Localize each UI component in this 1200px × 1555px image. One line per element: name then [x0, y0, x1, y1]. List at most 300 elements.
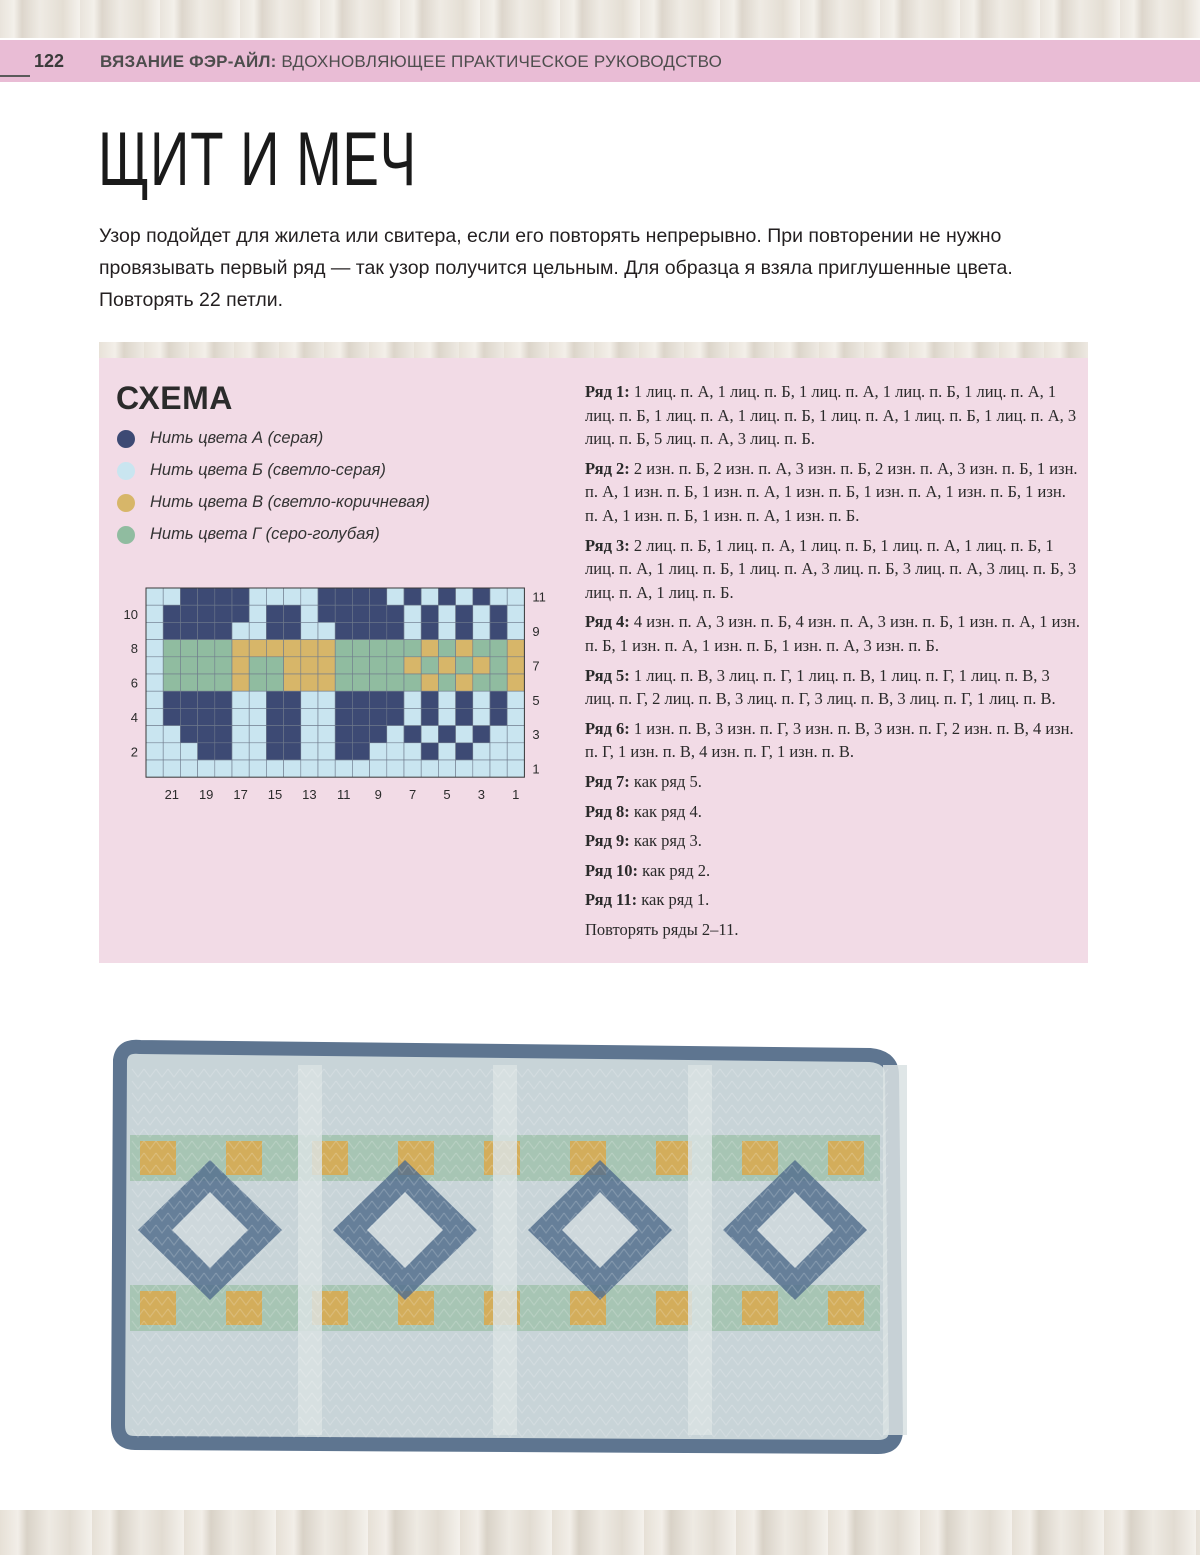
chart-cell	[301, 691, 318, 708]
running-head	[100, 52, 722, 72]
swatch-mustard-block	[226, 1291, 262, 1325]
instruction-row-5	[585, 664, 1080, 711]
chart-cell	[473, 726, 490, 743]
intro-paragraph: Узор подойдет для жилета или свитера, если его повторять непрерывно. При повторении не нужно провязывать первый ряд — так узор получится цельным. Для образца я взяла приглушенные цвета. Повторять 22 петли.	[99, 225, 1013, 311]
instruction-row-9	[585, 829, 1080, 853]
chart-cell	[146, 674, 163, 691]
chart-cell	[404, 588, 421, 605]
chart-cell	[215, 726, 232, 743]
instruction-text: 4 изн. п. А, 3 изн. п. Б, 4 изн. п. А, 3 изн. п. Б, 1 изн. п. А, 1 изн. п. Б, 1 изн. п. А, 1 изн. п. Б, 1 изн. п. А, 3 изн. п. Б.	[585, 612, 1080, 655]
chart-cell	[198, 726, 215, 743]
chart-cell	[266, 691, 283, 708]
chart-cell	[198, 691, 215, 708]
chart-cell	[335, 674, 352, 691]
chart-cell	[387, 691, 404, 708]
schema-title: СХЕМА	[116, 380, 233, 416]
chart-cell	[473, 640, 490, 657]
chart-cell	[163, 743, 180, 760]
chart-cell	[266, 588, 283, 605]
chart-cell	[490, 622, 507, 639]
instruction-label: Ряд 6:	[585, 718, 630, 738]
chart-cell	[163, 640, 180, 657]
chart-cell	[249, 743, 266, 760]
chart-cell	[456, 622, 473, 639]
chart-cell	[198, 640, 215, 657]
row-label-right: 3	[532, 727, 540, 743]
chart-cell	[249, 622, 266, 639]
chart-cell	[335, 760, 352, 777]
chart-cell	[180, 726, 197, 743]
chart-cell	[215, 708, 232, 725]
chart-cell	[284, 726, 301, 743]
chart-cell	[507, 605, 524, 622]
chart-cell	[146, 588, 163, 605]
instruction-repeat	[585, 918, 1080, 942]
chart-cell	[284, 674, 301, 691]
instruction-text: как ряд 5.	[633, 771, 702, 791]
chart-cell	[352, 657, 369, 674]
chart-cell	[284, 657, 301, 674]
row-label-right: 5	[532, 692, 540, 708]
chart-cell	[387, 622, 404, 639]
chart-cell	[456, 743, 473, 760]
chart-cell	[232, 743, 249, 760]
chart-cell	[301, 760, 318, 777]
chart-cell	[301, 657, 318, 674]
chart-cell	[438, 657, 455, 674]
chart-cell	[232, 605, 249, 622]
chart-cell	[146, 691, 163, 708]
chart-cell	[232, 640, 249, 657]
chart-cell	[215, 622, 232, 639]
chart-cell	[301, 726, 318, 743]
chart-cell	[198, 708, 215, 725]
swatch-mustard-block	[140, 1141, 176, 1175]
chart-cell	[473, 588, 490, 605]
chart-cell	[370, 743, 387, 760]
chart-cell	[215, 760, 232, 777]
x-tick-label: 7	[408, 787, 417, 803]
chart-cell	[249, 588, 266, 605]
instruction-label: Ряд 4:	[585, 612, 630, 632]
chart-cell	[507, 657, 524, 674]
chart-cell	[232, 674, 249, 691]
chart-cell	[438, 622, 455, 639]
chart-cell	[404, 605, 421, 622]
chart-cell	[473, 743, 490, 760]
row-label-left: 2	[130, 744, 138, 760]
chart-cell	[180, 760, 197, 777]
chart-cell	[335, 691, 352, 708]
chart-cell	[456, 691, 473, 708]
chart-cell	[473, 760, 490, 777]
chart-cell	[387, 760, 404, 777]
chart-cell	[352, 726, 369, 743]
row-label-left: 10	[123, 606, 138, 622]
instruction-label: Ряд 9:	[585, 831, 630, 851]
chart-cell	[198, 743, 215, 760]
chart-cell	[215, 605, 232, 622]
instruction-label: Ряд 11:	[585, 890, 638, 910]
row-label-left: 6	[130, 675, 138, 691]
instruction-row-7	[585, 770, 1080, 794]
x-tick-label: 5	[443, 787, 451, 803]
chart-cell	[266, 657, 283, 674]
chart-cell	[318, 708, 335, 725]
chart-cell	[284, 691, 301, 708]
chart-cell	[249, 691, 266, 708]
chart-cell	[490, 743, 507, 760]
legend-label: Нить цвета В (светло-коричневая)	[150, 493, 430, 511]
chart-cell	[438, 743, 455, 760]
instruction-text: 1 изн. п. В, 3 изн. п. Г, 3 изн. п. В, 3 изн. п. Г, 2 изн. п. В, 4 изн. п. Г, 1 изн. п. В, 4 изн. п. Г, 1 изн. п. В.	[585, 718, 1074, 762]
chart-cell	[318, 640, 335, 657]
chart-cell	[370, 622, 387, 639]
chart-cell	[180, 640, 197, 657]
row-instructions	[585, 380, 1080, 947]
instruction-text: Повторять ряды 2–11.	[585, 919, 739, 939]
schema-panel	[99, 342, 1088, 963]
instruction-row-4	[585, 610, 1080, 657]
instruction-row-10	[585, 859, 1080, 883]
instruction-text: как ряд 4.	[633, 801, 702, 821]
chart-cell	[456, 760, 473, 777]
chart-cell	[490, 726, 507, 743]
chart-cell	[421, 691, 438, 708]
chart-cell	[163, 657, 180, 674]
instruction-text: как ряд 1.	[641, 890, 710, 910]
x-tick-label: 1	[512, 787, 520, 803]
instruction-row-1	[585, 380, 1080, 451]
chart-cell	[438, 691, 455, 708]
x-tick-label: 9	[374, 787, 382, 803]
swatch-mustard-block	[828, 1141, 864, 1175]
chart-cell	[284, 743, 301, 760]
chart-cell	[266, 622, 283, 639]
chart-cell	[438, 760, 455, 777]
chart-cell	[180, 588, 197, 605]
chart-cell	[301, 674, 318, 691]
chart-cell	[421, 743, 438, 760]
row-label-left: 8	[130, 641, 138, 657]
chart-cell	[180, 657, 197, 674]
chart-cell	[198, 760, 215, 777]
legend-label: Нить цвета Г (серо-голубая)	[150, 525, 380, 543]
chart-cell	[249, 657, 266, 674]
chart-cell	[370, 674, 387, 691]
chart-cell	[370, 708, 387, 725]
chart-cell	[490, 640, 507, 657]
x-tick-label: 13	[302, 787, 317, 803]
chart-cell	[215, 691, 232, 708]
instruction-label: Ряд 1:	[585, 382, 630, 401]
swatch-mustard-block	[828, 1291, 864, 1325]
x-tick-label: 3	[477, 787, 486, 803]
chart-cell	[318, 726, 335, 743]
swatch-mustard-block	[140, 1291, 176, 1325]
chart-cell	[146, 622, 163, 639]
chart-cell	[473, 691, 490, 708]
legend-dot-icon	[117, 462, 135, 480]
row-label-right: 7	[532, 658, 540, 674]
chart-cell	[352, 605, 369, 622]
chart-cell	[507, 674, 524, 691]
chart-cell	[301, 605, 318, 622]
chart-cell	[456, 657, 473, 674]
chart-cell	[198, 674, 215, 691]
chart-cell	[266, 726, 283, 743]
chart-cell	[421, 588, 438, 605]
legend-dot-icon	[117, 526, 135, 544]
chart-cell	[284, 708, 301, 725]
chart-cell	[387, 588, 404, 605]
chart-cell	[490, 605, 507, 622]
chart-cell	[507, 726, 524, 743]
instruction-label: Ряд 5:	[585, 665, 630, 685]
chart-cell	[198, 588, 215, 605]
chart-cell	[232, 760, 249, 777]
chart-cell	[507, 691, 524, 708]
chart-cell	[284, 760, 301, 777]
chart-cell	[301, 588, 318, 605]
chart-cell	[404, 691, 421, 708]
chart-cell	[266, 640, 283, 657]
x-tick-label: 17	[233, 787, 248, 803]
chart-cell	[370, 726, 387, 743]
chart-cell	[318, 743, 335, 760]
instruction-text: как ряд 3.	[633, 831, 702, 851]
chart-cell	[456, 708, 473, 725]
x-tick-label: 15	[267, 787, 283, 803]
chart-cell	[404, 726, 421, 743]
chart-cell	[318, 622, 335, 639]
chart-cell	[163, 622, 180, 639]
instruction-row-11	[585, 888, 1080, 912]
chart-cell	[456, 726, 473, 743]
chart-cell	[198, 622, 215, 639]
chart-cell	[180, 691, 197, 708]
chart-cell	[266, 743, 283, 760]
chart-cell	[421, 674, 438, 691]
chart-cell	[370, 605, 387, 622]
chart-cell	[232, 691, 249, 708]
row-label-right: 11	[532, 589, 546, 605]
chart-cell	[507, 622, 524, 639]
chart-cell	[473, 708, 490, 725]
chart-cell	[301, 622, 318, 639]
instruction-label: Ряд 2:	[585, 458, 630, 478]
legend-label: Нить цвета А (серая)	[150, 429, 324, 447]
instruction-label: Ряд 3:	[585, 535, 630, 555]
chart-cell	[421, 605, 438, 622]
chart-cell	[146, 760, 163, 777]
chart-cell	[318, 691, 335, 708]
chart-cell	[387, 674, 404, 691]
knitting-chart	[99, 582, 569, 807]
chart-cell	[232, 708, 249, 725]
row-label-left: 4	[130, 710, 138, 725]
legend-dot-icon	[117, 430, 135, 448]
chart-cell	[249, 605, 266, 622]
chart-cell	[473, 622, 490, 639]
chart-cell	[404, 622, 421, 639]
chart-cell	[180, 708, 197, 725]
row-label-right: 1	[532, 761, 540, 777]
chart-cell	[232, 657, 249, 674]
chart-cell	[421, 726, 438, 743]
chart-cell	[456, 640, 473, 657]
chart-cell	[507, 760, 524, 777]
chart-cell	[146, 743, 163, 760]
chart-cell	[352, 691, 369, 708]
chart-cell	[146, 605, 163, 622]
chart-cell	[266, 760, 283, 777]
chart-cell	[370, 588, 387, 605]
x-tick-label: 21	[164, 787, 180, 803]
chart-cell	[438, 605, 455, 622]
chart-cell	[249, 640, 266, 657]
chart-cell	[232, 588, 249, 605]
chart-cell	[284, 588, 301, 605]
chart-cell	[490, 760, 507, 777]
chart-cell	[335, 726, 352, 743]
chart-cell	[507, 640, 524, 657]
chart-cell	[318, 674, 335, 691]
x-tick-label: 11	[337, 787, 351, 803]
chart-cell	[163, 760, 180, 777]
chart-cell	[215, 743, 232, 760]
chart-cell	[404, 657, 421, 674]
chart-cell	[404, 708, 421, 725]
chart-cell	[318, 588, 335, 605]
instruction-label: Ряд 7:	[585, 771, 630, 791]
book-title: ВЯЗАНИЕ ФЭР-АЙЛ:	[100, 52, 277, 71]
chart-cell	[335, 640, 352, 657]
chart-cell	[352, 588, 369, 605]
chart-cell	[387, 657, 404, 674]
chart-cell	[404, 743, 421, 760]
chart-cell	[490, 691, 507, 708]
chart-cell	[232, 726, 249, 743]
chart-cell	[473, 657, 490, 674]
chart-cell	[421, 708, 438, 725]
chart-cell	[490, 674, 507, 691]
instruction-label: Ряд 10:	[585, 860, 639, 880]
chart-cell	[387, 708, 404, 725]
chart-cell	[335, 743, 352, 760]
chart-cell	[421, 622, 438, 639]
chart-cell	[404, 760, 421, 777]
chart-cell	[215, 588, 232, 605]
chart-cell	[146, 657, 163, 674]
chart-cell	[352, 743, 369, 760]
panel-wood-strip	[99, 342, 1088, 358]
instruction-text: 2 лиц. п. Б, 1 лиц. п. А, 1 лиц. п. Б, 1 лиц. п. А, 1 лиц. п. Б, 1 лиц. п. А, 1 лиц. п. Б, 1 лиц. п. А, 3 лиц. п. Б, 3 лиц. п. А, 3 лиц. п. Б, 3 лиц. п. А, 1 лиц. п. Б.	[585, 535, 1077, 602]
chart-cell	[438, 726, 455, 743]
instruction-row-3	[585, 534, 1080, 605]
chart-cell	[370, 640, 387, 657]
chart-cell	[387, 640, 404, 657]
chart-cell	[318, 605, 335, 622]
chart-cell	[335, 657, 352, 674]
chart-cell	[284, 640, 301, 657]
instruction-row-8	[585, 800, 1080, 824]
book-subtitle: ВДОХНОВЛЯЮЩЕЕ ПРАКТИЧЕСКОЕ РУКОВОДСТВО	[281, 52, 723, 71]
chart-cell	[301, 743, 318, 760]
chart-cell	[404, 640, 421, 657]
page-number: 122	[34, 51, 65, 71]
chart-cell	[146, 640, 163, 657]
wood-texture-top	[0, 0, 1200, 38]
chart-cell	[198, 657, 215, 674]
chart-cell	[421, 640, 438, 657]
instruction-text: 2 изн. п. Б, 2 изн. п. А, 3 изн. п. Б, 2 изн. п. А, 3 изн. п. Б, 1 изн. п. А, 1 изн. п. Б, 1 изн. п. А, 1 изн. п. Б, 1 изн. п. А, 1 изн. п. Б, 1 изн. п. А, 1 изн. п. Б, 1 изн. п. А, 1 изн. п. Б.	[585, 458, 1078, 525]
instruction-row-2	[585, 457, 1080, 528]
chart-cell	[507, 588, 524, 605]
chart-cell	[507, 743, 524, 760]
row-label-right: 9	[532, 624, 540, 639]
knitted-swatch-image	[100, 1025, 930, 1465]
instruction-text: 1 лиц. п. В, 3 лиц. п. Г, 1 лиц. п. В, 1 лиц. п. Г, 1 лиц. п. В, 3 лиц. п. Г, 2 лиц. п. В, 3 лиц. п. Г, 3 лиц. п. В, 3 лиц. п. Г, 1 лиц. п. В.	[585, 665, 1056, 709]
knitted-swatch-photo	[100, 1025, 930, 1465]
chart-cell	[146, 708, 163, 725]
chart-cell	[352, 760, 369, 777]
page-number-rule	[0, 75, 30, 77]
chart-cell	[301, 640, 318, 657]
chart-cell	[266, 605, 283, 622]
chart-cell	[180, 622, 197, 639]
chart-cell	[163, 691, 180, 708]
chart-cell	[249, 726, 266, 743]
chart-cell	[163, 588, 180, 605]
chart-cell	[404, 674, 421, 691]
chart-cell	[318, 760, 335, 777]
chart-cell	[215, 657, 232, 674]
chart-cell	[387, 743, 404, 760]
chart-cell	[438, 708, 455, 725]
chart-cell	[421, 760, 438, 777]
chart-cell	[163, 605, 180, 622]
chart-cell	[180, 743, 197, 760]
page-title: ЩИТ И МЕЧ	[98, 117, 417, 202]
chart-cell	[301, 708, 318, 725]
chart-cell	[490, 708, 507, 725]
chart-cell	[387, 726, 404, 743]
chart-cell	[370, 691, 387, 708]
chart-cell	[318, 657, 335, 674]
chart-cell	[352, 674, 369, 691]
chart-cell	[198, 605, 215, 622]
chart-cell	[507, 708, 524, 725]
chart-cell	[456, 588, 473, 605]
chart-cell	[266, 708, 283, 725]
instruction-row-6	[585, 717, 1080, 764]
chart-cell	[249, 708, 266, 725]
chart-cell	[163, 726, 180, 743]
wood-texture-bottom	[0, 1510, 1200, 1555]
chart-cell	[146, 726, 163, 743]
swatch-mustard-block	[656, 1141, 692, 1175]
chart-cell	[490, 588, 507, 605]
chart-cell	[352, 708, 369, 725]
chart-cell	[335, 622, 352, 639]
legend-label: Нить цвета Б (светло-серая)	[150, 461, 386, 479]
chart-cell	[284, 605, 301, 622]
chart-cell	[387, 605, 404, 622]
x-tick-label: 19	[198, 787, 214, 803]
chart-cell	[180, 674, 197, 691]
instruction-label: Ряд 8:	[585, 801, 630, 821]
